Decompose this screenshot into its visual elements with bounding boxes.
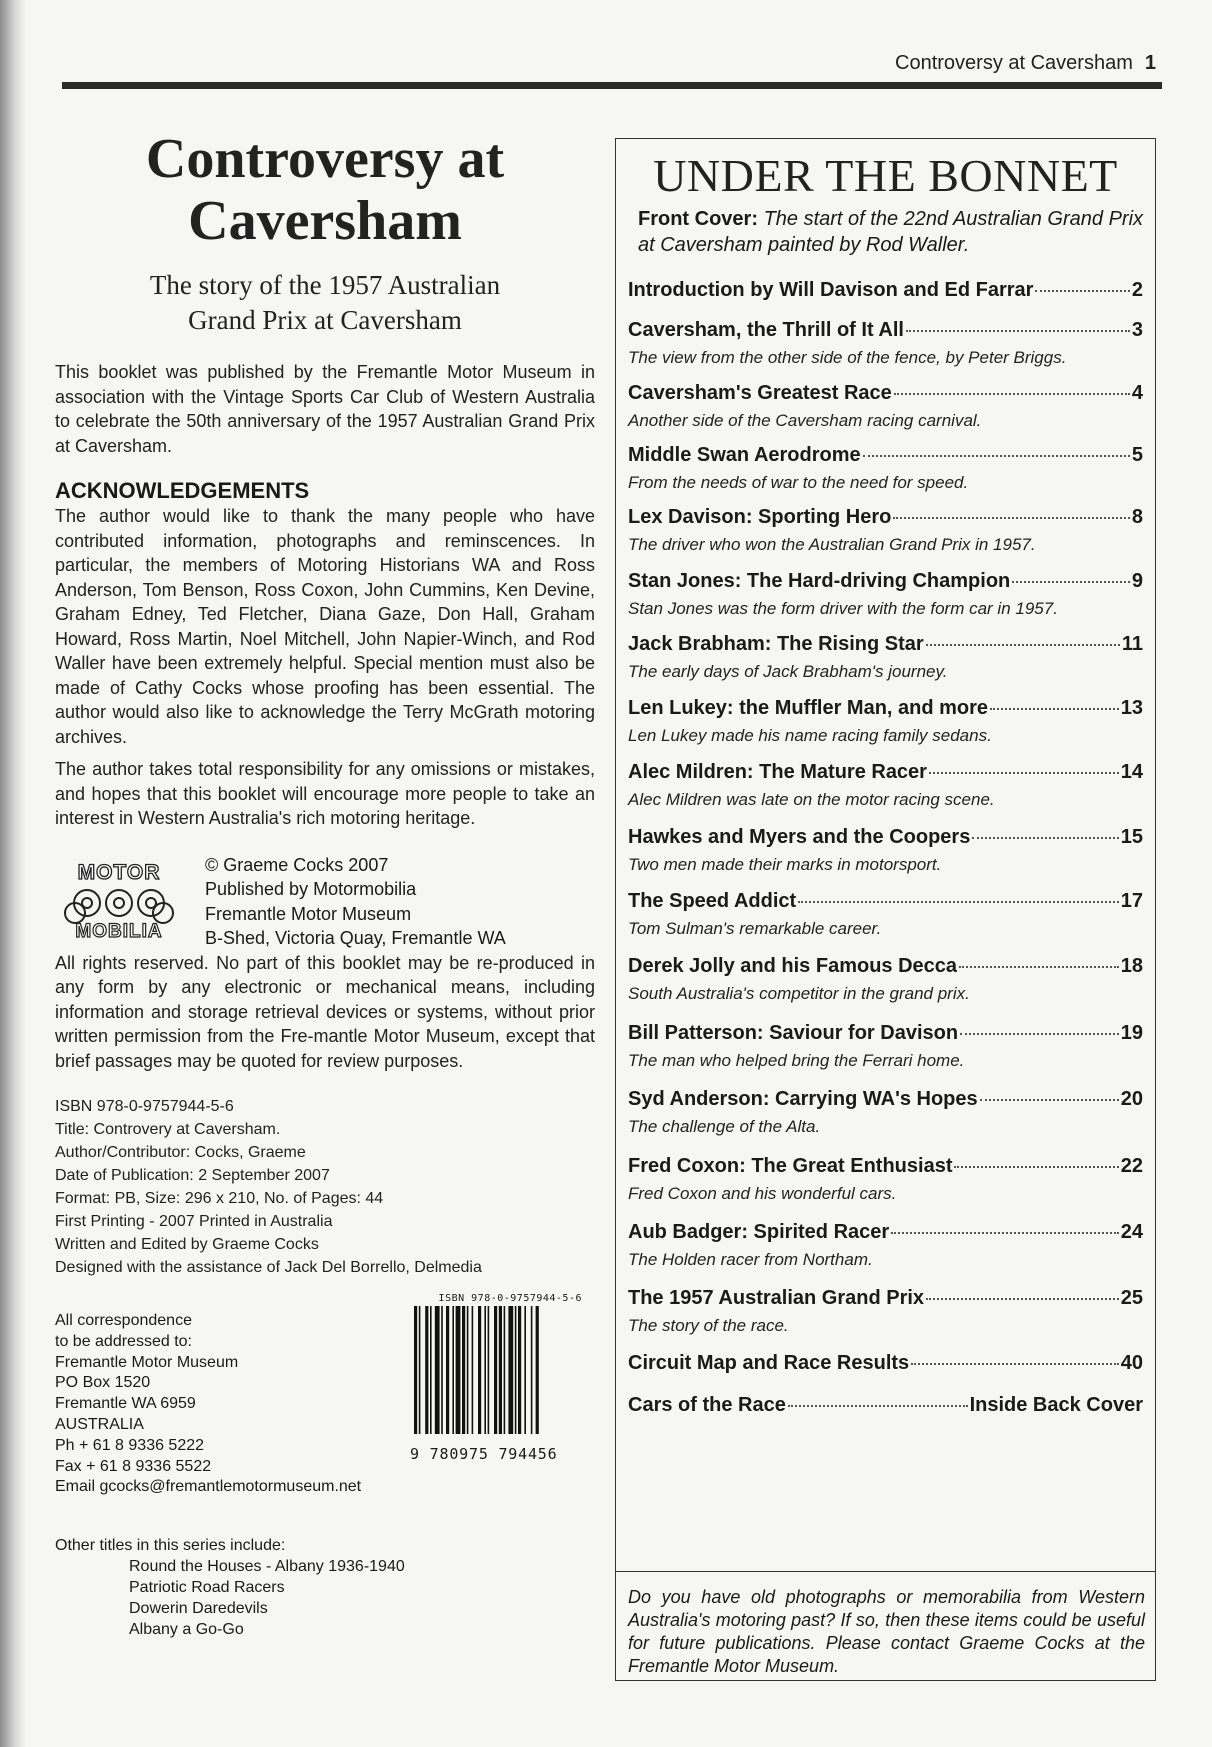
entry-leader xyxy=(926,1298,1119,1300)
barcode-bar xyxy=(531,1306,533,1434)
entry-title: Syd Anderson: Carrying WA's Hopes xyxy=(628,1088,978,1110)
entry-leader xyxy=(1035,290,1129,292)
contents-entry xyxy=(628,1394,1143,1417)
booklet-title xyxy=(55,128,595,252)
entry-title: Aub Badger: Spirited Racer xyxy=(628,1221,890,1243)
entry-description: The challenge of the Alta. xyxy=(628,1117,821,1136)
entry-page: 13 xyxy=(1120,697,1143,719)
responsibility-paragraph: The author takes total responsibility for any omissions or mistakes, and hopes that this booklet will encourage more people to take an interest in Western Australia's rich motoring heritage. xyxy=(55,759,595,828)
entry-page: 3 xyxy=(1131,319,1143,341)
entry-leader xyxy=(954,1166,1118,1168)
contents-entry xyxy=(628,319,1143,368)
entry-title: Bill Patterson: Saviour for Davison xyxy=(628,1022,959,1044)
entry-description: Another side of the Caversham racing carnival. xyxy=(628,411,982,430)
barcode-bar xyxy=(518,1306,521,1434)
barcode-bar xyxy=(435,1306,440,1434)
contents-entry xyxy=(628,444,1143,493)
publisher-line: Published by Motormobilia xyxy=(205,879,417,899)
corr-phone-line: Ph + 61 8 9336 5222 xyxy=(55,1436,205,1454)
entry-description: The Holden racer from Northam. xyxy=(628,1250,873,1269)
contents-entry xyxy=(628,633,1143,682)
entry-title: Caversham, the Thrill of It All xyxy=(628,319,904,341)
entry-leader xyxy=(788,1405,968,1407)
entry-description: The story of the race. xyxy=(628,1316,789,1335)
entry-title: Jack Brabham: The Rising Star xyxy=(628,633,924,655)
contents-box xyxy=(615,138,1156,1681)
barcode-bar xyxy=(494,1306,497,1434)
running-header xyxy=(895,52,1156,75)
entry-description: From the needs of war to the need for speed. xyxy=(628,473,969,492)
entry-leader xyxy=(926,644,1120,646)
meta-design-line: Designed with the assistance of Jack Del Borrello, Delmedia xyxy=(55,1259,482,1276)
entry-title: The Speed Addict xyxy=(628,890,797,912)
entry-title: The 1957 Australian Grand Prix xyxy=(628,1287,925,1309)
entry-page: 24 xyxy=(1120,1221,1143,1243)
other-titles-heading: Other titles in this series include: xyxy=(55,1537,286,1554)
entry-leader xyxy=(929,772,1119,774)
entry-description: Two men made their marks in motorsport. xyxy=(628,855,942,874)
subtitle-line-1: The story of the 1957 Australian xyxy=(149,270,501,300)
contents-footer-note: Do you have old photographs or memorabilia from Western Australia's motoring past? If so, then these items could be useful for future publications. Please contact Graeme Cocks at the Fremantle Motor Museum. xyxy=(616,1571,1155,1678)
page-number: 1 xyxy=(1144,52,1156,74)
barcode-bar xyxy=(524,1306,526,1434)
entry-leader xyxy=(972,837,1118,839)
other-titles-list xyxy=(129,1556,595,1640)
entry-title: Derek Jolly and his Famous Decca xyxy=(628,955,958,977)
logo-text-top: MOTOR xyxy=(77,860,161,884)
contents-entry xyxy=(628,1155,1143,1204)
correspondence-address xyxy=(55,1293,362,1498)
barcode-bar xyxy=(536,1306,539,1434)
entry-leader xyxy=(894,393,1130,395)
entry-page: 14 xyxy=(1120,761,1143,783)
entry-page: 5 xyxy=(1131,444,1143,466)
booklet-subtitle xyxy=(55,268,595,338)
entry-leader xyxy=(980,1099,1119,1101)
acknowledgements-paragraph: The author would like to thank the many people who have contributed information, photographs and reminscences. In particular, the members of Motoring Historians WA and Ross Anderson, Tom Benson, Ross Coxon, John Cummins, Ken Devine, Graham Edney, Ted Fletcher, Diana Gaze, Don Hall, Graham Howard, Ross Martin, Noel Mitchell, John Napier-Winch, and Rod Waller have been extremely helpful. Special mention must also be made of Cathy Cocks whose proofing has been essential. The author would also like to acknowledge the Terry McGrath motoring archives. xyxy=(55,506,595,747)
entry-page: Inside Back Cover xyxy=(969,1394,1143,1416)
barcode-bar xyxy=(456,1306,461,1434)
meta-printing-line: First Printing - 2007 Printed in Australia xyxy=(55,1213,333,1230)
other-title-item: Dowerin Daredevils xyxy=(129,1600,268,1617)
barcode-bar xyxy=(472,1306,474,1434)
other-title-item: Round the Houses - Albany 1936-1940 xyxy=(129,1558,405,1575)
entry-leader xyxy=(893,517,1130,519)
motormobilia-logo xyxy=(55,859,183,941)
contents-entry xyxy=(628,570,1143,619)
rights-paragraph: All rights reserved. No part of this booklet may be re-produced in any form by any electronic or mechanical means, including information and storage retrieval devices or systems, without prior written permission from the Fre-mantle Motor Museum, except that brief passages may be quoted for review purposes. xyxy=(55,952,595,1071)
barcode-bar xyxy=(425,1306,428,1434)
contents-entry xyxy=(628,826,1143,875)
publisher-museum-line: Fremantle Motor Museum xyxy=(205,903,412,924)
isbn-barcode xyxy=(410,1293,582,1468)
entry-leader xyxy=(798,901,1119,903)
entry-page: 25 xyxy=(1120,1287,1143,1309)
barcode-bar xyxy=(504,1306,506,1434)
entry-page: 8 xyxy=(1131,506,1143,528)
corr-email-line: Email gcocks@fremantlemotormuseum.net xyxy=(55,1478,362,1496)
barcode-bar xyxy=(452,1306,454,1434)
entry-page: 40 xyxy=(1120,1352,1143,1374)
entry-description: Fred Coxon and his wonderful cars. xyxy=(628,1184,897,1203)
corr-line: to be addressed to: xyxy=(55,1332,192,1350)
contents-entry xyxy=(628,382,1143,431)
entry-title: Introduction by Will Davison and Ed Farrar xyxy=(628,279,1034,301)
other-title-item: Patriotic Road Racers xyxy=(129,1579,285,1596)
corr-line: Fremantle WA 6959 xyxy=(55,1395,196,1413)
corr-line: All correspondence xyxy=(55,1312,192,1329)
entry-title: Caversham's Greatest Race xyxy=(628,382,892,404)
contents-entry xyxy=(628,506,1143,555)
contents-entry xyxy=(628,1287,1143,1336)
barcode-bar xyxy=(446,1306,449,1434)
publisher-lines xyxy=(205,853,595,951)
barcode-isbn-text: ISBN 978-0-9757944-5-6 xyxy=(438,1293,582,1304)
entry-leader xyxy=(959,966,1119,968)
entry-page: 17 xyxy=(1120,890,1143,912)
entry-title: Middle Swan Aerodrome xyxy=(628,444,861,466)
entry-title: Lex Davison: Sporting Hero xyxy=(628,506,892,528)
corr-line: AUSTRALIA xyxy=(55,1415,144,1433)
barcode-bar xyxy=(478,1306,481,1434)
isbn-line: ISBN 978-0-9757944-5-6 xyxy=(55,1098,234,1115)
entry-description: The early days of Jack Brabham's journey. xyxy=(628,662,948,681)
entry-page: 15 xyxy=(1120,826,1143,848)
running-title: Controversy at Caversham xyxy=(895,52,1133,74)
other-titles xyxy=(55,1535,595,1640)
entry-page: 4 xyxy=(1131,382,1143,404)
entry-page: 18 xyxy=(1120,955,1143,977)
header-rule xyxy=(62,82,1162,89)
entry-title: Alec Mildren: The Mature Racer xyxy=(628,761,927,783)
title-line-1: Controversy at xyxy=(145,128,505,190)
corr-line: Fremantle Motor Museum xyxy=(55,1353,239,1371)
subtitle-line-2: Grand Prix at Caversham xyxy=(188,305,462,335)
entry-description: Tom Sulman's remarkable career. xyxy=(628,919,882,938)
barcode-bar xyxy=(484,1306,486,1434)
entry-title: Circuit Map and Race Results xyxy=(628,1352,910,1374)
barcode-digits: 9 780975 794456 xyxy=(410,1445,558,1463)
barcode-bar xyxy=(414,1306,417,1434)
entry-leader xyxy=(911,1363,1119,1365)
barcode-bar xyxy=(441,1306,443,1434)
logo-text-bottom: MOBILIA xyxy=(75,920,163,941)
entry-description: The driver who won the Australian Grand Prix in 1957. xyxy=(628,535,1036,554)
entry-description: South Australia's competitor in the grand prix. xyxy=(628,984,970,1003)
intro-paragraph: This booklet was published by the Fremantle Motor Museum in association with the Vintage Sports Car Club of Western Australia to celebrate the 50th anniversary of the 1957 Australian Grand Prix at Caversham. xyxy=(55,362,595,456)
correspondence-area xyxy=(55,1293,595,1533)
publisher-address-line: B-Shed, Victoria Quay, Fremantle WA xyxy=(205,928,506,948)
front-cover-label: Front Cover: xyxy=(638,208,758,230)
contents-entry xyxy=(628,1022,1143,1071)
copyright-line: © Graeme Cocks 2007 xyxy=(205,854,389,875)
contents-entry xyxy=(628,1352,1143,1375)
entry-title: Stan Jones: The Hard-driving Champion xyxy=(628,570,1011,592)
publication-details xyxy=(55,1095,595,1279)
entry-page: 22 xyxy=(1120,1155,1143,1177)
contents-entry xyxy=(628,1221,1143,1270)
contents-entry xyxy=(628,1088,1143,1137)
front-cover-text: The start of the 22nd Australian Grand Prix at Caversham painted by Rod Waller. xyxy=(638,208,1144,256)
entry-page: 11 xyxy=(1121,633,1143,655)
entry-page: 19 xyxy=(1120,1022,1143,1044)
entry-page: 20 xyxy=(1120,1088,1143,1110)
barcode-bars xyxy=(410,1304,582,1438)
contents-entry xyxy=(628,955,1143,1004)
page-edge-shadow xyxy=(0,0,26,1747)
meta-format-line: Format: PB, Size: 296 x 210, No. of Pages: 44 xyxy=(55,1190,384,1207)
meta-date-line: Date of Publication: 2 September 2007 xyxy=(55,1167,330,1184)
barcode-bar xyxy=(488,1306,490,1434)
entry-description: Stan Jones was the form driver with the form car in 1957. xyxy=(628,599,1058,618)
left-column xyxy=(55,128,595,1640)
entry-leader xyxy=(863,455,1130,457)
barcode-bar xyxy=(430,1306,432,1434)
entry-title: Hawkes and Myers and the Coopers xyxy=(628,826,971,848)
entry-page: 9 xyxy=(1131,570,1143,592)
entry-description: Len Lukey made his name racing family sedans. xyxy=(628,726,992,745)
entry-title: Fred Coxon: The Great Enthusiast xyxy=(628,1155,953,1177)
entry-title: Len Lukey: the Muffler Man, and more xyxy=(628,697,989,719)
contents-entry xyxy=(628,890,1143,939)
entry-description: Alec Mildren was late on the motor racing scene. xyxy=(628,790,995,809)
corr-fax-line: Fax + 61 8 9336 5522 xyxy=(55,1457,212,1475)
contents-entry xyxy=(628,761,1143,810)
barcode-bar xyxy=(508,1306,513,1434)
entry-leader xyxy=(891,1232,1119,1234)
entry-leader xyxy=(960,1033,1119,1035)
publisher-block xyxy=(55,853,595,1074)
contents-heading: UNDER THE BONNET xyxy=(653,150,1118,201)
entry-page: 2 xyxy=(1131,279,1143,301)
meta-editor-line: Written and Edited by Graeme Cocks xyxy=(55,1236,319,1253)
entry-leader xyxy=(906,330,1130,332)
barcode-bar xyxy=(499,1306,502,1434)
contents-entry xyxy=(628,697,1143,746)
entry-leader xyxy=(990,708,1119,710)
other-title-item: Albany a Go-Go xyxy=(129,1621,244,1638)
corr-line: PO Box 1520 xyxy=(55,1374,151,1392)
acknowledgements-heading: ACKNOWLEDGEMENTS xyxy=(55,478,310,503)
title-line-2: Caversham xyxy=(188,190,462,252)
meta-title-line: Title: Controvery at Caversham. xyxy=(55,1121,281,1138)
entry-title: Cars of the Race xyxy=(628,1394,786,1416)
entry-description: The man who helped bring the Ferrari home. xyxy=(628,1051,965,1070)
barcode-bar xyxy=(462,1306,465,1434)
barcode-bar xyxy=(467,1306,469,1434)
barcode-bar xyxy=(419,1306,421,1434)
entry-leader xyxy=(1012,581,1130,583)
meta-author-line: Author/Contributor: Cocks, Graeme xyxy=(55,1144,306,1161)
entry-description: The view from the other side of the fence, by Peter Briggs. xyxy=(628,348,1067,367)
barcode-bar xyxy=(515,1306,517,1434)
front-cover-note xyxy=(616,206,1155,258)
contents-entry xyxy=(628,279,1143,302)
